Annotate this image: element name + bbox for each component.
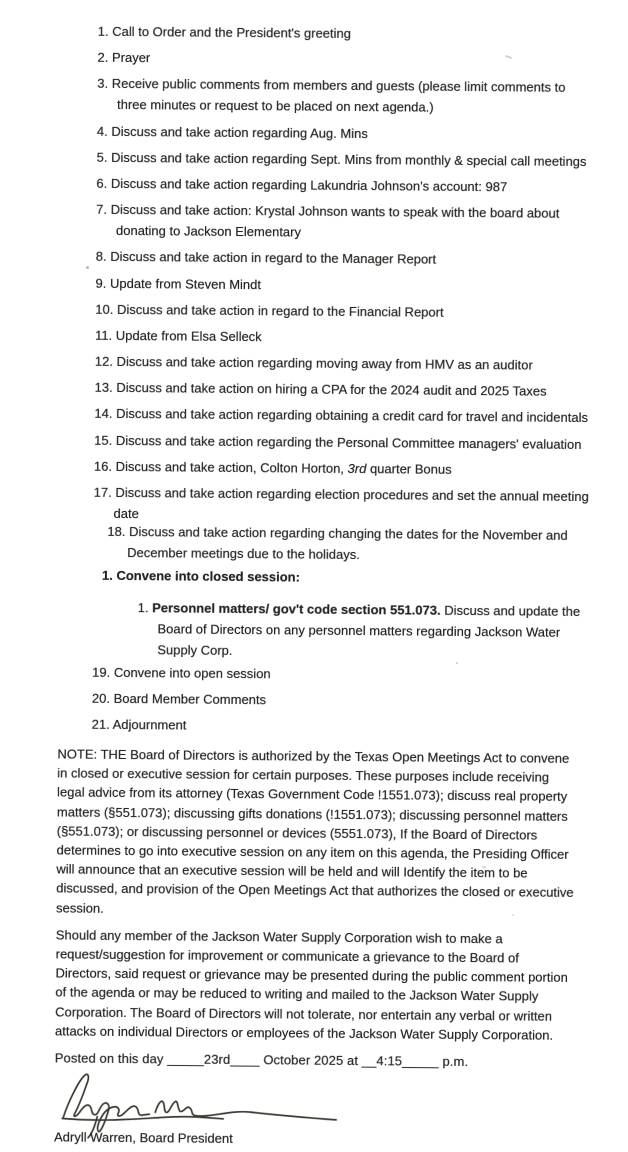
personnel-matters-number: 1. (137, 600, 149, 616)
agenda-item (95, 298, 591, 323)
scan-speck (86, 266, 89, 269)
agenda-item-number: 4. (96, 123, 108, 139)
agenda-item-number: 1. (97, 23, 109, 39)
agenda-item-text: Board Member Comments (113, 690, 267, 707)
agenda-item (97, 120, 593, 145)
agenda-item-text: Discuss and take action in regard to the Manager Report (110, 249, 437, 268)
agenda-item-text: Convene into open session (113, 664, 271, 681)
agenda-item-number: 9. (95, 275, 107, 291)
agenda-item-number: 21. (91, 716, 110, 732)
agenda-item (97, 146, 593, 171)
agenda-item-number: 6. (96, 175, 108, 191)
agenda-item-number: 16. (93, 458, 113, 474)
agenda-item (96, 246, 592, 271)
agenda-tail-list (92, 661, 589, 739)
open-meetings-note-paragraph: NOTE: THE Board of Directors is authorized by the Texas Open Meetings Act to convene in closed or executive session for certain purposes. These purposes include receiving legal advice from its attorney (Texas Government Code !1551.073); discuss real property matters (§551.073); discussing gifts donations (!1551.073); discussing personnel matters (§551.073); or discussing personnel or devices (5551.073), If the Board of Directors determines to go into executive session on any item on this agenda, the Presiding Officer will announce that an executive session will be held and will Identify the item to be discussed, and provision of the Open Meetings Act that authorizes the closed or executive session. (56, 746, 574, 916)
agenda-item-text: Discuss and take action regarding election procedures and set the annual meeting date (113, 484, 589, 522)
agenda-item (98, 21, 594, 46)
agenda-item-number: 12. (94, 353, 113, 369)
signature-block (58, 1070, 584, 1129)
agenda-item-text: Discuss and take action on hiring a CPA for the 2024 audit and 2025 Taxes (116, 380, 547, 399)
agenda-item-number: 3. (97, 76, 109, 92)
agenda-item-number: 15. (94, 432, 113, 448)
agenda-item-text: Discuss and take action in regard to the Financial Report (116, 301, 444, 320)
agenda-item-text: Prayer (111, 50, 151, 66)
agenda-item-number: 2. (97, 49, 109, 66)
agenda-item-number: 5. (96, 149, 108, 165)
agenda-item (92, 687, 588, 712)
scan-speck (456, 662, 458, 664)
agenda-item-number: 20. (91, 690, 111, 706)
agenda-item-number: 19. (92, 664, 111, 680)
agenda-item (107, 521, 589, 567)
personnel-matters-text: Discuss and update the Board of Directors on any personnel matters regarding Jackson Water Supply Corp. (157, 603, 581, 659)
agenda-item (96, 173, 592, 198)
agenda-item-text: Discuss and take action, Colton Horton, 3rd quarter Bonus (115, 458, 452, 477)
signature-ink (58, 1070, 349, 1143)
personnel-matters-heading: Personnel matters/ gov't code section 551.073. (152, 600, 441, 619)
agenda-item-text: Discuss and take action regarding the Personal Committee managers' evaluation (115, 432, 582, 452)
agenda-item-text: Update from Elsa Selleck (115, 327, 262, 345)
agenda-item (95, 325, 591, 350)
agenda-item (96, 199, 592, 245)
closed-session-label: Convene into closed session: (116, 568, 301, 585)
agenda-item (97, 47, 593, 72)
agenda-item (94, 456, 590, 481)
scan-speck (482, 866, 486, 868)
agenda-item (94, 403, 590, 428)
agenda-item (92, 661, 588, 686)
agenda-item-text: Discuss and take action regarding Aug. Mins (111, 123, 368, 141)
personnel-matters-item (137, 597, 589, 664)
grievance-paragraph: Should any member of the Jackson Water Supply Corporation wish to make a request/suggestion for improvement or communicate a grievance to the Board of Directors, said request or grievance may be presented during the public comment portion of the agenda or may be reduced to writing and mailed to the Jackson Water Supply Corporation. The Board of Directors will not tolerate, nor entertain any verbal or written attacks on individual Directors or employees of the Jackson Water Supply Corporation. (54, 927, 568, 1043)
agenda-item-text: Discuss and take action regarding Lakundria Johnson's account: 987 (110, 175, 508, 195)
agenda-item-text: Discuss and take action regarding Sept. Mins from monthly & special call meetings (111, 149, 587, 169)
signatory-name: Adryll Warren, Board President (54, 1129, 233, 1147)
agenda-item-number: 10. (95, 301, 114, 317)
posted-date-line: Posted on this day _____23rd____ October 2025 at __4:15_____ p.m. (54, 1050, 469, 1070)
agenda-item-number: 18. (107, 524, 126, 540)
agenda-item-text: Call to Order and the President's greeting (112, 23, 352, 41)
agenda-item-text: Discuss and take action: Krystal Johnson wants to speak with the board about donating to Jackson Elementary (110, 201, 560, 240)
agenda-item-text: Adjournment (112, 716, 187, 733)
agenda-item (92, 714, 588, 739)
closed-session-item (102, 565, 589, 590)
agenda-item (97, 73, 593, 119)
agenda-item-text: Discuss and take action regarding changing the dates for the November and December meetings due to the holidays. (127, 524, 568, 563)
signature-scrawl-stroke (63, 1074, 149, 1132)
agenda-main-list (93, 21, 594, 567)
agenda-item (95, 351, 591, 376)
closed-session-number: 1. (101, 568, 113, 584)
agenda-item-number: 14. (94, 406, 113, 422)
agenda-item-text: Receive public comments from members and guests (please limit comments to three minutes or request to be placed on next agenda.) (111, 76, 566, 116)
agenda-item-number: 17. (93, 484, 112, 500)
agenda-item-text: Update from Steven Mindt (109, 275, 262, 292)
agenda-item-number: 11. (95, 327, 113, 343)
agenda-item-text: Discuss and take action regarding moving away from HMV as an auditor (116, 353, 533, 373)
agenda-item (94, 429, 590, 454)
agenda-item-number: 13. (94, 379, 113, 396)
agenda-item (95, 377, 591, 402)
agenda-item-number: 8. (95, 249, 107, 265)
scan-speck (512, 914, 514, 916)
agenda-item (95, 272, 591, 297)
agenda-item-text: Discuss and take action regarding obtaining a credit card for travel and incidentals (116, 406, 589, 426)
agenda-item-number: 7. (96, 201, 108, 217)
